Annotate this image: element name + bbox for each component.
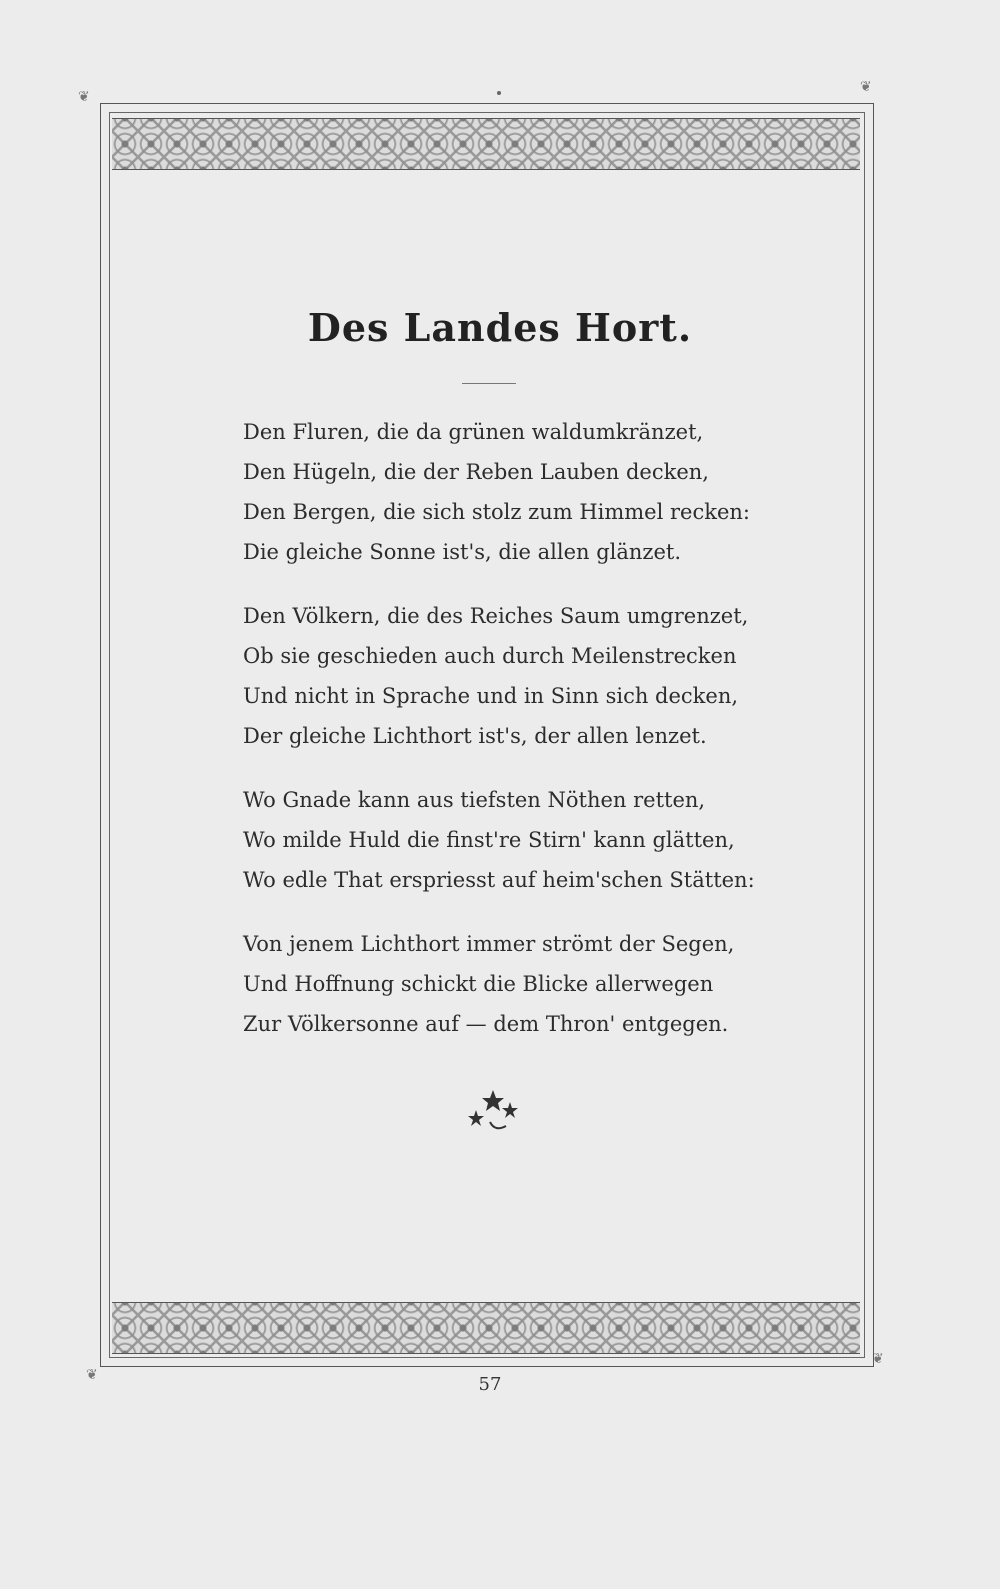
poem-line: Wo Gnade kann aus tiefsten Nöthen retten, xyxy=(243,788,706,812)
poem-line: Zur Völkersonne auf — dem Thron' entgegen. xyxy=(243,1012,729,1036)
poem-line: Und Hoffnung schickt die Blicke allerwegen xyxy=(243,972,714,996)
poem-title: Des Landes Hort. xyxy=(307,305,693,350)
corner-flourish-icon: ❦ xyxy=(872,1351,884,1367)
floral-border-band-top xyxy=(112,118,860,170)
floral-border-band-bottom xyxy=(112,1302,860,1354)
corner-flourish-icon: ❦ xyxy=(860,79,872,95)
poem-line: Ob sie geschieden auch durch Meilenstrecken xyxy=(243,644,737,668)
stanza xyxy=(243,596,749,756)
stanza xyxy=(243,924,735,1044)
poem-line: Wo milde Huld die finst're Stirn' kann glätten, xyxy=(243,828,735,852)
corner-flourish-icon: ❦ xyxy=(86,1367,98,1383)
poem-line: Von jenem Lichthort immer strömt der Segen, xyxy=(243,932,735,956)
poem-line: Der gleiche Lichthort ist's, der allen lenzet. xyxy=(243,724,707,748)
stanza xyxy=(243,412,750,572)
poem-line: Und nicht in Sprache und in Sinn sich decken, xyxy=(243,684,739,708)
title-rule xyxy=(462,383,516,384)
star-flower-ornament-icon xyxy=(460,1088,530,1138)
poem-line: Den Völkern, die des Reiches Saum umgrenzet, xyxy=(243,604,749,628)
poem-body xyxy=(243,412,755,1058)
poem-line: Wo edle That erspriesst auf heim'schen Stätten: xyxy=(243,868,755,892)
stanza xyxy=(243,780,755,900)
poem-line: Den Fluren, die da grünen waldumkränzet, xyxy=(243,420,704,444)
poem-line: Den Hügeln, die der Reben Lauben decken, xyxy=(243,460,709,484)
poem-line: Die gleiche Sonne ist's, die allen glänzet. xyxy=(243,540,682,564)
corner-flourish-icon: ❦ xyxy=(78,89,90,105)
poem-line: Den Bergen, die sich stolz zum Himmel recken: xyxy=(243,500,750,524)
page-number: 57 xyxy=(478,1374,502,1395)
ink-dot xyxy=(497,91,501,95)
